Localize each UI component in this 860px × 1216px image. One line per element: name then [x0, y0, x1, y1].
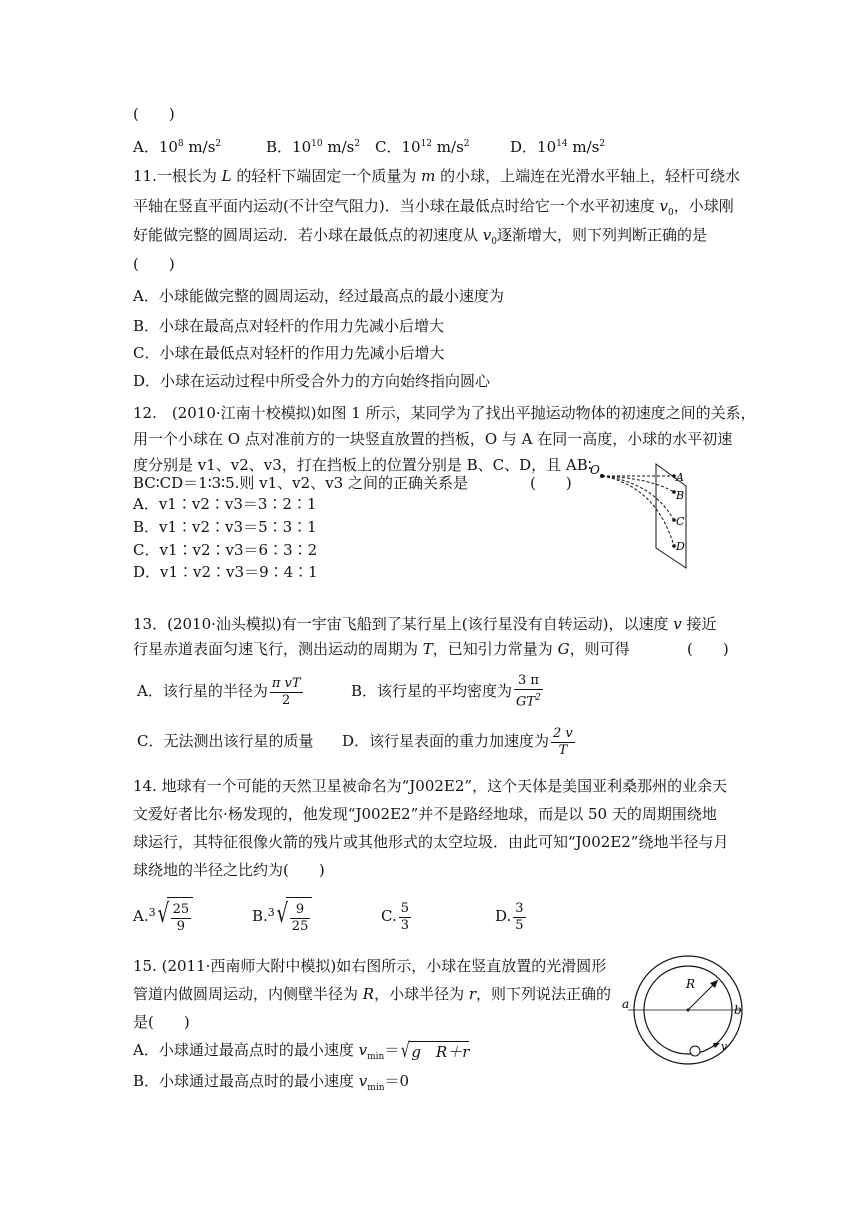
fig-label-c: C: [676, 515, 685, 528]
q10-option-d: D．$10^{14}$ $m/s^2$: [510, 138, 606, 156]
q12-line-4: BC∶CD＝1∶3∶5.则 v1、v2、v3 之间的正确关系是: [133, 474, 468, 492]
q13-paren: ( ): [687, 640, 729, 658]
q12-option-c: C．v1∶v2∶v3＝6∶3∶2: [133, 541, 318, 559]
q12-line-2: 用一个小球在 O 点对准前方的一块竖直放置的挡板，O 与 A 在同一高度，小球的水平初速: [133, 430, 733, 448]
q14-line-2: 文爱好者比尔·杨发现的，他发现“J002E2”并不是路经地球，而是以 50 天的周期围绕地: [133, 805, 717, 823]
fig-label-a: A: [676, 471, 684, 484]
q15-option-a: A．小球通过最高点时的最小速度 $v_{min}=$ √ g R＋r: [133, 1037, 470, 1062]
q12-line-1: 12. (2010·江南十校模拟)如图 1 所示，某同学为了找出平抛运动物体的初速度之间的关系，: [133, 404, 756, 422]
q12-option-b: B．v1∶v2∶v3＝5∶3∶1: [133, 518, 317, 536]
q13-option-c: C．无法测出该行星的质量: [137, 732, 314, 750]
q11-paren: ( ): [133, 255, 175, 273]
q10-option-b: B．$10^{10}$ $m/s^2$: [266, 138, 361, 156]
q10-option-a: A．$10^8$ $m/s^2$: [133, 138, 222, 156]
q15-line-2: 管道内做圆周运动，内侧壁半径为 R，小球半径为 r，则下列说法正确的: [133, 985, 612, 1003]
fig-label-b: B: [676, 489, 685, 502]
q14-option-c: C. $\frac{5}{3}$: [381, 900, 409, 933]
q12-option-a: A．v1∶v2∶v3＝3∶2∶1: [133, 495, 317, 513]
q12-line-3: 度分别是 v1、v2、v3，打在挡板上的位置分别是 B、C、D，且 AB∶: [133, 456, 592, 474]
q11-option-d: D．小球在运动过程中所受合外力的方向始终指向圆心: [133, 372, 491, 390]
fig-label-r: R: [686, 977, 696, 991]
q12-option-d: D．v1∶v2∶v3＝9∶4∶1: [133, 563, 318, 581]
fig-label-b: b: [734, 1003, 742, 1017]
fig-label-v: v: [721, 1040, 728, 1053]
q15-line-3: 是( ): [133, 1013, 190, 1031]
q11-line-3: 好能做完整的圆周运动．若小球在最低点的初速度从 $v_0$逐渐增大，则下列判断正确的是: [133, 226, 708, 247]
fig-label-o: O: [590, 463, 600, 477]
q11-option-b: B．小球在最高点对轻杆的作用力先减小后增大: [133, 317, 445, 335]
q11-option-c: C．小球在最低点对轻杆的作用力先减小后增大: [133, 344, 445, 362]
q11-line-2: 平轴在竖直平面内运动(不计空气阻力)．当小球在最低点时给它一个水平初速度 $v_0$，小球刚: [133, 197, 734, 218]
q14-line-1: 14. 地球有一个可能的天然卫星被命名为“J002E2”，这个天体是美国亚利桑那州的业余天: [133, 777, 728, 795]
q10-paren: ( ): [133, 105, 175, 123]
q13-option-a: A．该行星的半径为 $\frac{\text{π vT}}{2}$: [137, 675, 301, 708]
q10-option-c: C．$10^{12}$ $m/s^2$: [375, 138, 470, 156]
q11-option-a: A．小球能做完整的圆周运动，经过最高点的最小速度为: [133, 287, 504, 305]
q12-paren: ( ): [530, 474, 572, 492]
q13-line-2: 行星赤道表面匀速飞行，测出运动的周期为 T，已知引力常量为 G，则可得: [133, 640, 630, 658]
fig-label-d: D: [676, 540, 685, 553]
q14-line-3: 球运行，其特征很像火箭的残片或其他形式的太空垃圾．由此可知“J002E2”绕地半径与月: [133, 833, 729, 851]
q15-option-b: B．小球通过最高点时的最小速度 $v_{min}=0$: [133, 1072, 410, 1093]
q12-projectile-figure: [590, 462, 702, 572]
fig-label-a: a: [622, 997, 630, 1011]
q11-line-1: 11.一根长为 L 的轻杆下端固定一个质量为 m 的小球，上端连在光滑水平轴上，轻杆可绕水: [133, 167, 741, 185]
q13-option-b: B．该行星的平均密度为 $\frac{3 \pi}{GT^2}$: [351, 673, 541, 710]
q14-option-d: D. $\frac{3}{5}$: [495, 900, 524, 933]
q15-circular-tube-figure: [622, 948, 746, 1070]
q13-line-1: 13．(2010·汕头模拟)有一宇宙飞船到了某行星上(该行星没有自转运动)，以速度 v 接近: [133, 615, 717, 633]
q14-line-4: 球绕地的半径之比约为( ): [133, 861, 325, 879]
q14-option-b: B. 3 √ $\frac{9}{25}$: [252, 896, 312, 938]
q15-line-1: 15. (2011·西南师大附中模拟)如右图所示，小球在竖直放置的光滑圆形: [133, 957, 607, 975]
q13-option-d: D．该行星表面的重力加速度为 $\frac{2 v}{T}$: [342, 725, 573, 758]
q14-option-a: A. 3 √ $\frac{25}{9}$: [133, 896, 193, 938]
